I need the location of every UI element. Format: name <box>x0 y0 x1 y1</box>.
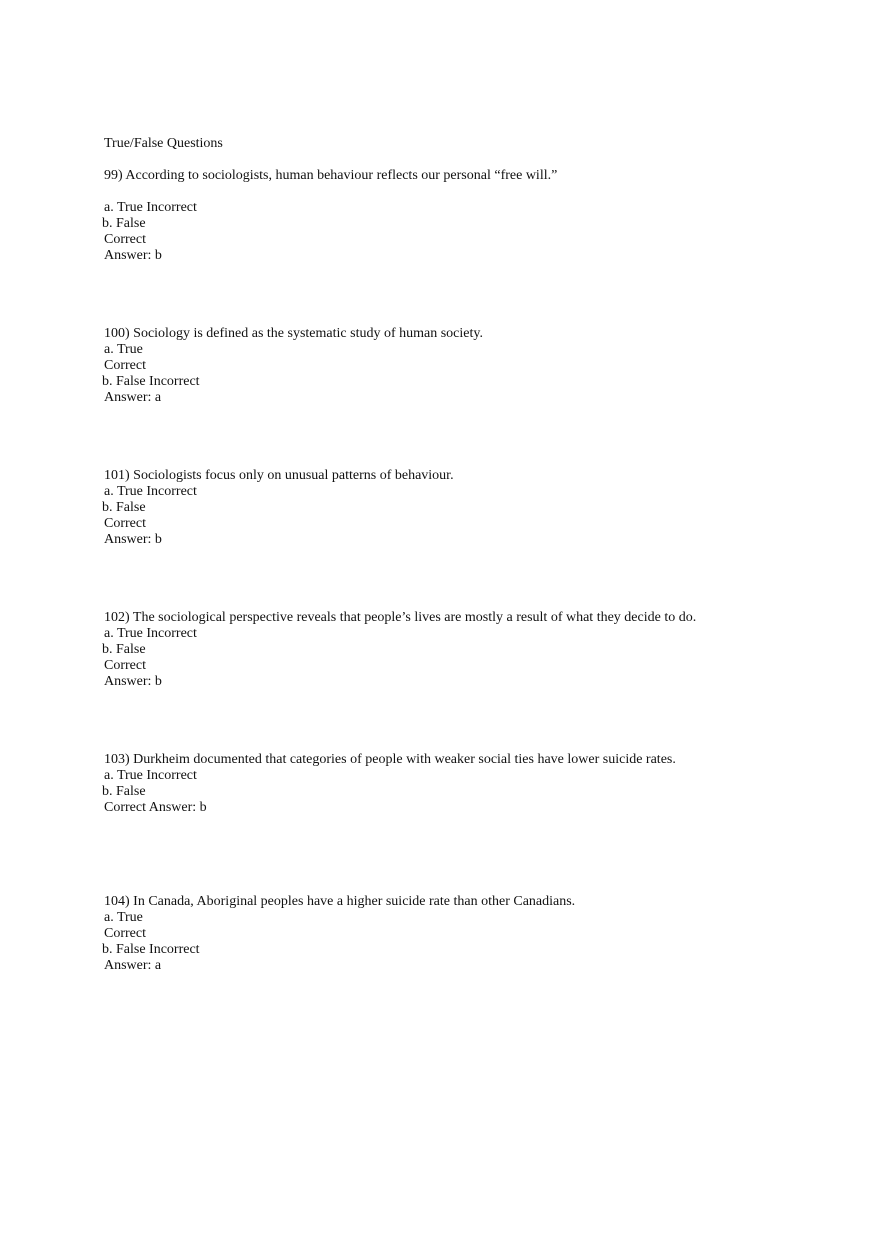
section-title: True/False Questions <box>104 136 223 151</box>
option-b: b. False Incorrect <box>102 374 200 389</box>
feedback-text: Correct <box>104 232 146 247</box>
feedback-text: Correct <box>104 658 146 673</box>
document-page <box>102 136 824 973</box>
option-a: a. True Incorrect <box>104 484 197 499</box>
question-prompt: 100) Sociology is defined as the systematic study of human society. <box>104 326 483 341</box>
option-b: b. False <box>102 784 146 799</box>
question-103 <box>104 752 824 816</box>
question-prompt: 102) The sociological perspective reveals that people’s lives are mostly a result of what they decide to do. <box>104 610 697 625</box>
answer-text: Answer: b <box>104 674 162 689</box>
question-prompt: 103) Durkheim documented that categories of people with weaker social ties have lower suicide rates. <box>104 752 676 767</box>
question-99 <box>104 168 824 264</box>
question-100 <box>104 326 824 406</box>
answer-text: Correct Answer: b <box>104 800 207 815</box>
option-b: b. False Incorrect <box>102 942 200 957</box>
question-102 <box>104 610 824 690</box>
option-b: b. False <box>102 216 146 231</box>
answer-text: Answer: b <box>104 248 162 263</box>
question-prompt: 101) Sociologists focus only on unusual patterns of behaviour. <box>104 468 454 483</box>
question-prompt: 104) In Canada, Aboriginal peoples have a higher suicide rate than other Canadians. <box>104 894 576 909</box>
option-b: b. False <box>102 500 146 515</box>
option-b: b. False <box>102 642 146 657</box>
answer-text: Answer: a <box>104 390 162 405</box>
feedback-text: Correct <box>104 358 146 373</box>
feedback-text: Correct <box>104 516 146 531</box>
question-104 <box>104 894 824 974</box>
option-a: a. True <box>104 342 143 357</box>
question-101 <box>104 468 824 548</box>
option-a: a. True Incorrect <box>104 768 197 783</box>
option-a: a. True <box>104 910 143 925</box>
answer-text: Answer: b <box>104 532 162 547</box>
feedback-text: Correct <box>104 926 146 941</box>
option-a: a. True Incorrect <box>104 626 197 641</box>
answer-text: Answer: a <box>104 958 162 973</box>
option-a: a. True Incorrect <box>104 200 197 215</box>
question-prompt: 99) According to sociologists, human behaviour reflects our personal “free will.” <box>104 168 558 183</box>
